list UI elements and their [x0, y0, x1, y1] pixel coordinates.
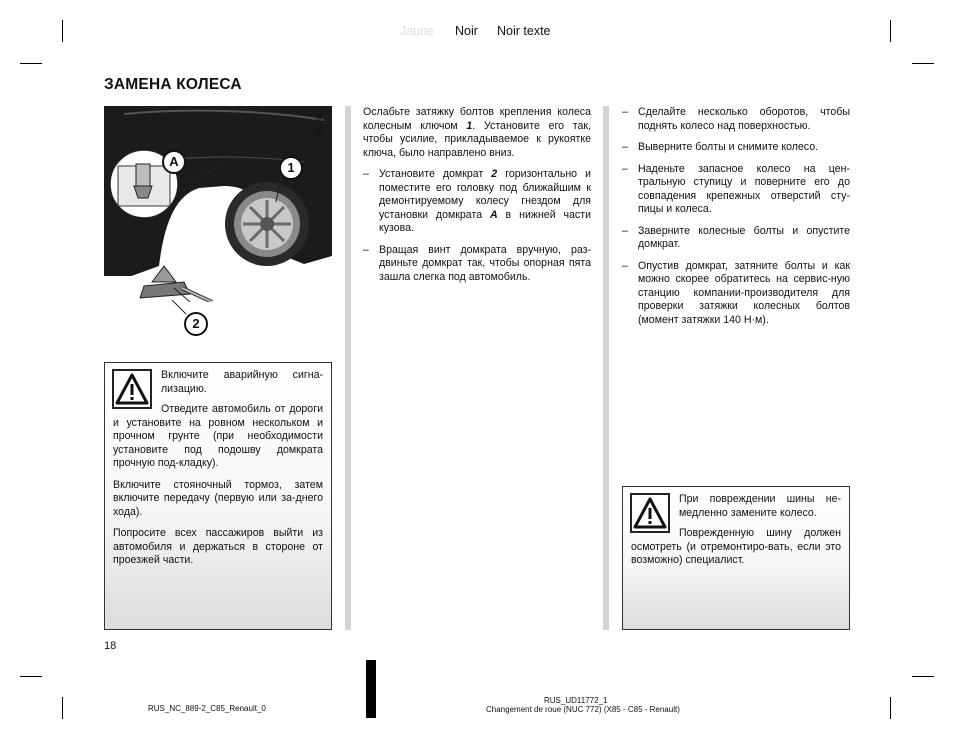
page-number: 18 — [104, 640, 117, 652]
crop-mark — [20, 63, 42, 64]
page-title: ЗАМЕНА КОЛЕСА — [104, 76, 242, 93]
warning-box-safety — [104, 362, 332, 630]
callout-2: 2 — [184, 312, 208, 336]
color-label-jaune: Jaune — [400, 24, 435, 38]
list-item: – Выверните болты и снимите колесо. — [622, 141, 850, 155]
list-item: – Установите домкрат 2 горизонтально и поместите его головку под ближайшим к демонтируемому колесу гнездом для установки домкрата A в нижней части кузова. — [363, 168, 591, 236]
list-item: – Сделайте несколько оборотов, чтобы поднять колесо над поверхностью. — [622, 106, 850, 133]
column-2-text — [363, 106, 591, 292]
color-label-noir: Noir — [455, 24, 478, 38]
warning-text: Включите стояночный тормоз, затем включите передачу (первую или за-днего хода). — [113, 478, 323, 518]
crop-mark — [62, 20, 63, 42]
warning-text: При повреждении шины не-медленно замените колесо. — [679, 493, 841, 519]
crop-mark — [20, 676, 42, 677]
callout-1: 1 — [279, 156, 303, 180]
registration-bar — [366, 660, 376, 718]
car-jack-figure — [104, 106, 332, 302]
list-item: – Опустив домкрат, затяните болты и как можно скорее обратитесь на сервис-ную станцию компании-производителя для проверки затяжки колесных болтов (момент затяжки 140 Н·м). — [622, 260, 850, 328]
callout-2-leader — [170, 300, 190, 316]
warning-text: Включите аварийную сигна-лизацию. — [161, 369, 323, 395]
list-item: – Вращая винт домкрата вручную, раз-двиньте домкрат так, чтобы опорная пята зашла слегка под автомобиль. — [363, 244, 591, 285]
footer-right-line1: RUS_UD11772_1 — [544, 696, 608, 705]
crop-mark — [912, 676, 934, 677]
column-3-text — [622, 106, 850, 335]
figure-code: 26706 — [315, 113, 324, 136]
crop-mark — [890, 20, 891, 42]
warning-box-tire — [622, 486, 850, 630]
wheel-change-illustration — [104, 106, 332, 302]
warning-text: Поврежденную шину должен осмотреть (и отремонтиро-вать, если это возможно) специалист. — [631, 527, 841, 566]
crop-mark — [62, 697, 63, 719]
list-item: – Заверните колесные болты и опустите домкрат. — [622, 225, 850, 252]
warning-text: Попросите всех пассажиров выйти из автомобиля и держаться в стороне от проезжей части. — [113, 527, 323, 566]
crop-mark — [912, 63, 934, 64]
color-label-noir-texte: Noir texte — [497, 24, 551, 38]
column-divider — [603, 106, 609, 630]
footer-right-line2: Changement de roue (NUC 772) (X85 - C85 - Renault) — [486, 705, 680, 714]
warning-text: Отведите автомобиль от дороги и установите на ровном нескольком и прочном грунте (при необходимости установите под подошву домкрата прочную под-кладку). — [113, 403, 323, 469]
crop-mark — [890, 697, 891, 719]
column-divider — [345, 106, 351, 630]
intro-paragraph: Ослабьте затяжку болтов крепления колеса колесным ключом 1. Установите его так, чтобы усилие, прикладываемое к рукоятке ключа, было направлено вниз. — [363, 106, 591, 159]
footer-left: RUS_NC_889-2_C85_Renault_0 — [148, 704, 266, 713]
callout-a: A — [162, 150, 186, 174]
list-item: – Наденьте запасное колесо на цен-тральную ступицу и поверните его до совпадения крепежных отверстий сту-пицы и колеса. — [622, 163, 850, 217]
